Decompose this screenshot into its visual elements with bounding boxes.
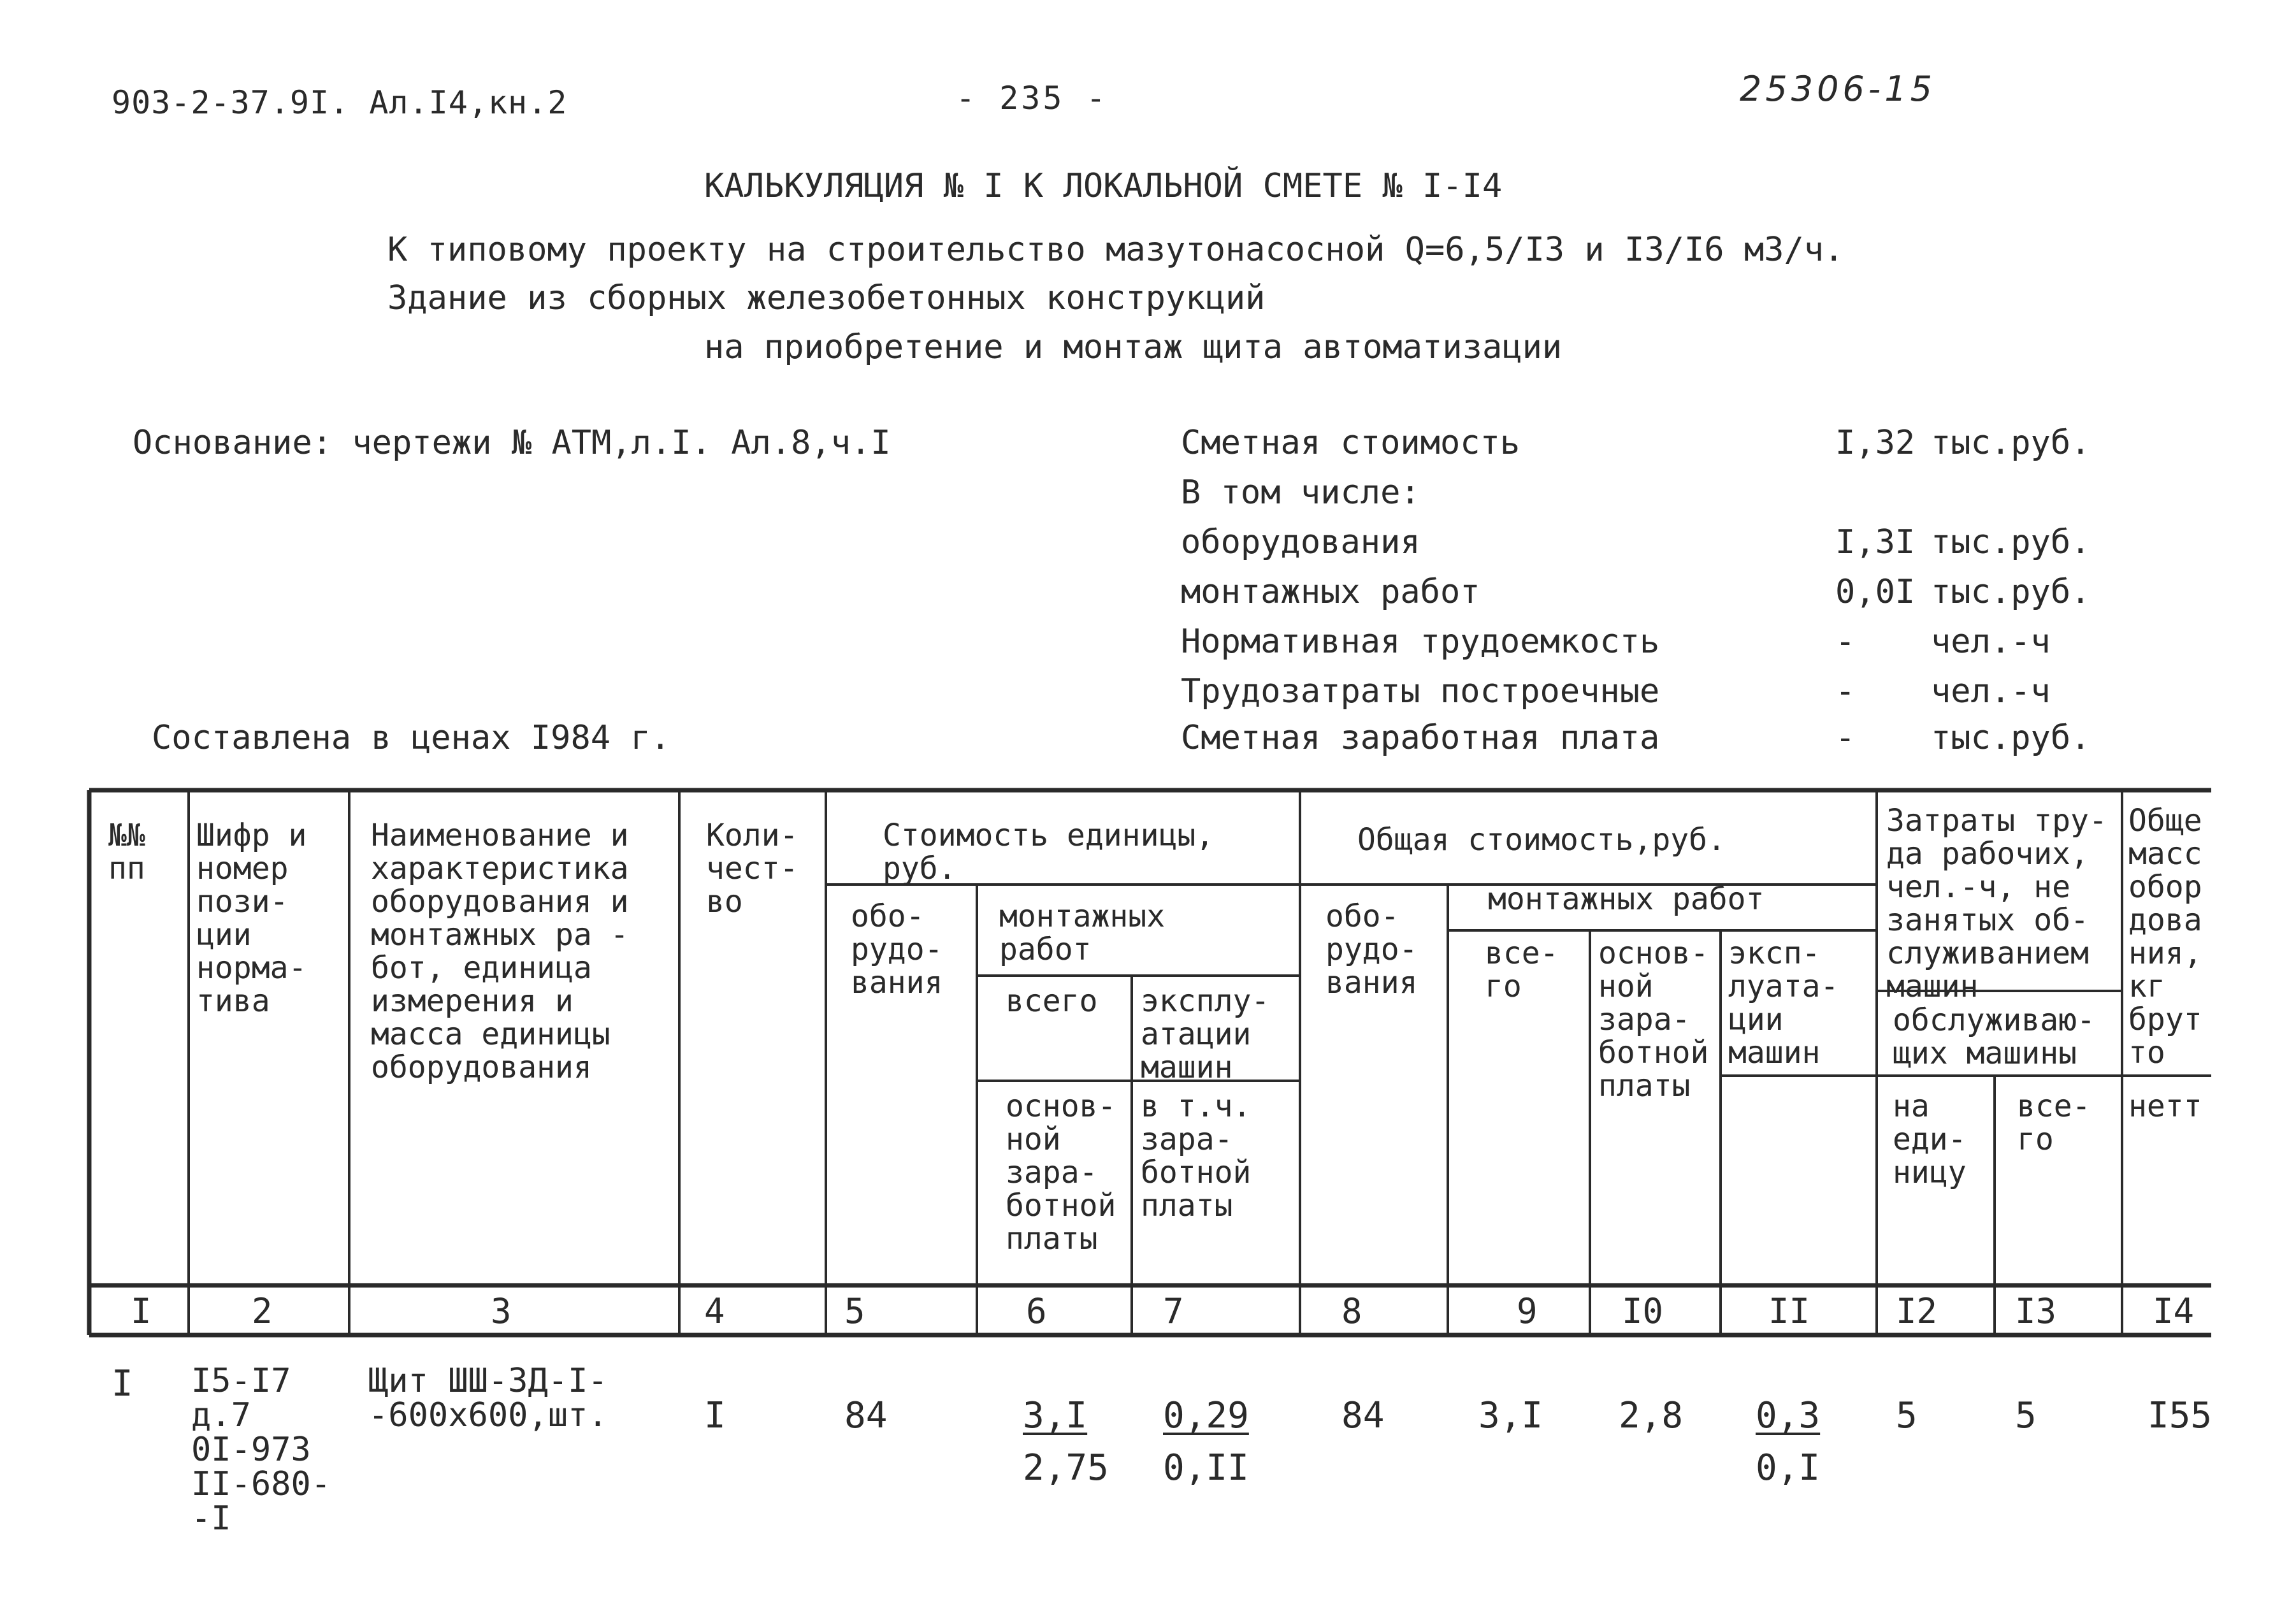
row-mount-unit-total: 3,I xyxy=(1023,1395,1088,1436)
row-number: I xyxy=(112,1363,133,1405)
header-labor-total: все- го xyxy=(2017,1088,2091,1157)
row-mass: I55 xyxy=(2148,1395,2213,1436)
summary-label: В том числе: xyxy=(1181,473,1420,512)
purpose-description: на приобретение и монтаж щита автоматизации xyxy=(704,328,1563,366)
summary-unit: тыс.руб. xyxy=(1931,424,2091,462)
summary-label: Сметная стоимость xyxy=(1181,424,1520,462)
project-description: К типовому проекту на строительство мазутонасосной Q=6,5/I3 и I3/I6 м3/ч. xyxy=(387,231,1844,269)
header-unit-total: всего xyxy=(1006,983,1098,1019)
calculation-title: КАЛЬКУЛЯЦИЯ № I К ЛОКАЛЬНОЙ СМЕТЕ № I-I4 xyxy=(704,167,1503,205)
header-name: Наименование и характеристика оборудования и монтажных ра - бот, единица измерения и масса единицы оборудования xyxy=(371,818,629,1085)
row-mount-unit-basic: 2,75 xyxy=(1023,1447,1109,1489)
column-number: II xyxy=(1768,1291,1810,1331)
column-number: I0 xyxy=(1622,1291,1664,1331)
row-machine-total: 0,3 xyxy=(1756,1395,1821,1436)
row-labor-total: 5 xyxy=(2015,1395,2037,1436)
summary-unit: тыс.руб. xyxy=(1931,719,2091,757)
header-labor: Затраты тру- да рабочих, чел.-ч, не занятых об- служиванием машин xyxy=(1886,803,2107,1004)
column-number: 6 xyxy=(1026,1291,1047,1331)
header-unit-basic-wage: основ- ной зара- ботной платы xyxy=(1006,1088,1116,1257)
summary-value: I,32 xyxy=(1835,424,1916,462)
header-labor-unit: на еди- ницу xyxy=(1893,1088,1967,1190)
header-unit-equipment: обо- рудо- вания xyxy=(851,899,943,1000)
summary-label: оборудования xyxy=(1181,523,1420,561)
summary-label: Нормативная трудоемкость xyxy=(1181,623,1660,661)
column-number: 9 xyxy=(1517,1291,1538,1331)
column-number: 3 xyxy=(491,1291,512,1331)
column-number: 7 xyxy=(1163,1291,1184,1331)
summary-value: - xyxy=(1835,623,1856,661)
summary-unit: тыс.руб. xyxy=(1931,523,2091,561)
header-code: Шифр и номер пози- ции норма- тива xyxy=(196,818,307,1019)
row-machine-unit: 0,29 xyxy=(1163,1395,1249,1436)
summary-value: 0,0I xyxy=(1835,573,1916,611)
header-mass: Обще масс обор дова ния, кг брут то xyxy=(2128,803,2202,1071)
row-mount-total: 3,I xyxy=(1478,1395,1543,1436)
header-unit-mounting: монтажных работ xyxy=(999,899,1166,967)
column-number: I2 xyxy=(1896,1291,1938,1331)
column-number: 2 xyxy=(252,1291,273,1331)
summary-value: I,3I xyxy=(1835,523,1916,561)
header-total-cost: Общая стоимость,руб. xyxy=(1357,822,1726,858)
header-total-equipment: обо- рудо- вания xyxy=(1325,899,1418,1000)
header-total-basic-wage: основ- ной зара- ботной платы xyxy=(1598,935,1709,1104)
summary-unit: чел.-ч xyxy=(1931,623,2051,661)
header-row-number: №№ пп xyxy=(108,818,145,886)
row-labor-unit: 5 xyxy=(1896,1395,1917,1436)
document-code: 903-2-37.9I. Ал.I4,кн.2 xyxy=(112,84,568,121)
building-description: Здание из сборных железобетонных конструкций xyxy=(387,279,1266,317)
header-labor-service: обслуживаю- щих машины xyxy=(1893,1002,2095,1071)
header-quantity: Коли- чест- во xyxy=(706,818,798,920)
row-machine-unit-wage: 0,II xyxy=(1163,1447,1249,1489)
header-mass-net: нетт xyxy=(2128,1088,2202,1124)
summary-label: Трудозатраты построечные xyxy=(1181,672,1660,711)
header-unit-machine: эксплу- атации машин xyxy=(1141,983,1270,1085)
row-equipment-unit: 84 xyxy=(844,1395,888,1436)
header-total-mounting: монтажных работ xyxy=(1488,881,1765,917)
header-total-all: все- го xyxy=(1485,935,1559,1004)
header-unit-incl-wage: в т.ч. зара- ботной платы xyxy=(1141,1088,1252,1224)
summary-value: - xyxy=(1835,719,1856,757)
summary-value: - xyxy=(1835,672,1856,711)
compiled-text: Составлена в ценах I984 г. xyxy=(152,719,670,757)
header-total-machine: эксп- луата- ции машин xyxy=(1728,935,1839,1071)
row-code: I5-I7 д.7 0I-973 II-680- -I xyxy=(191,1362,331,1538)
row-machine-total-wage: 0,I xyxy=(1756,1447,1821,1489)
row-name: Щит ШШ-ЗД-I- -600х600,шт. xyxy=(368,1362,608,1434)
column-number: 4 xyxy=(704,1291,725,1331)
column-number: I xyxy=(131,1291,152,1331)
summary-label: монтажных работ xyxy=(1181,573,1480,611)
row-basic-total: 2,8 xyxy=(1619,1395,1684,1436)
column-number: I4 xyxy=(2153,1291,2195,1331)
inventory-number: 25306-15 xyxy=(1740,69,1936,109)
column-number: 8 xyxy=(1341,1291,1362,1331)
header-unit-cost: Стоимость единицы, руб. xyxy=(883,818,1215,886)
row-equipment-total: 84 xyxy=(1341,1395,1385,1436)
summary-label: Сметная заработная плата xyxy=(1181,719,1660,757)
page-number: - 235 - xyxy=(956,80,1108,117)
summary-unit: тыс.руб. xyxy=(1931,573,2091,611)
row-quantity: I xyxy=(704,1395,726,1436)
column-number: I3 xyxy=(2015,1291,2057,1331)
basis-text: Основание: чертежи № АТМ,л.I. Ал.8,ч.I xyxy=(133,424,891,462)
summary-unit: чел.-ч xyxy=(1931,672,2051,711)
column-number: 5 xyxy=(844,1291,865,1331)
